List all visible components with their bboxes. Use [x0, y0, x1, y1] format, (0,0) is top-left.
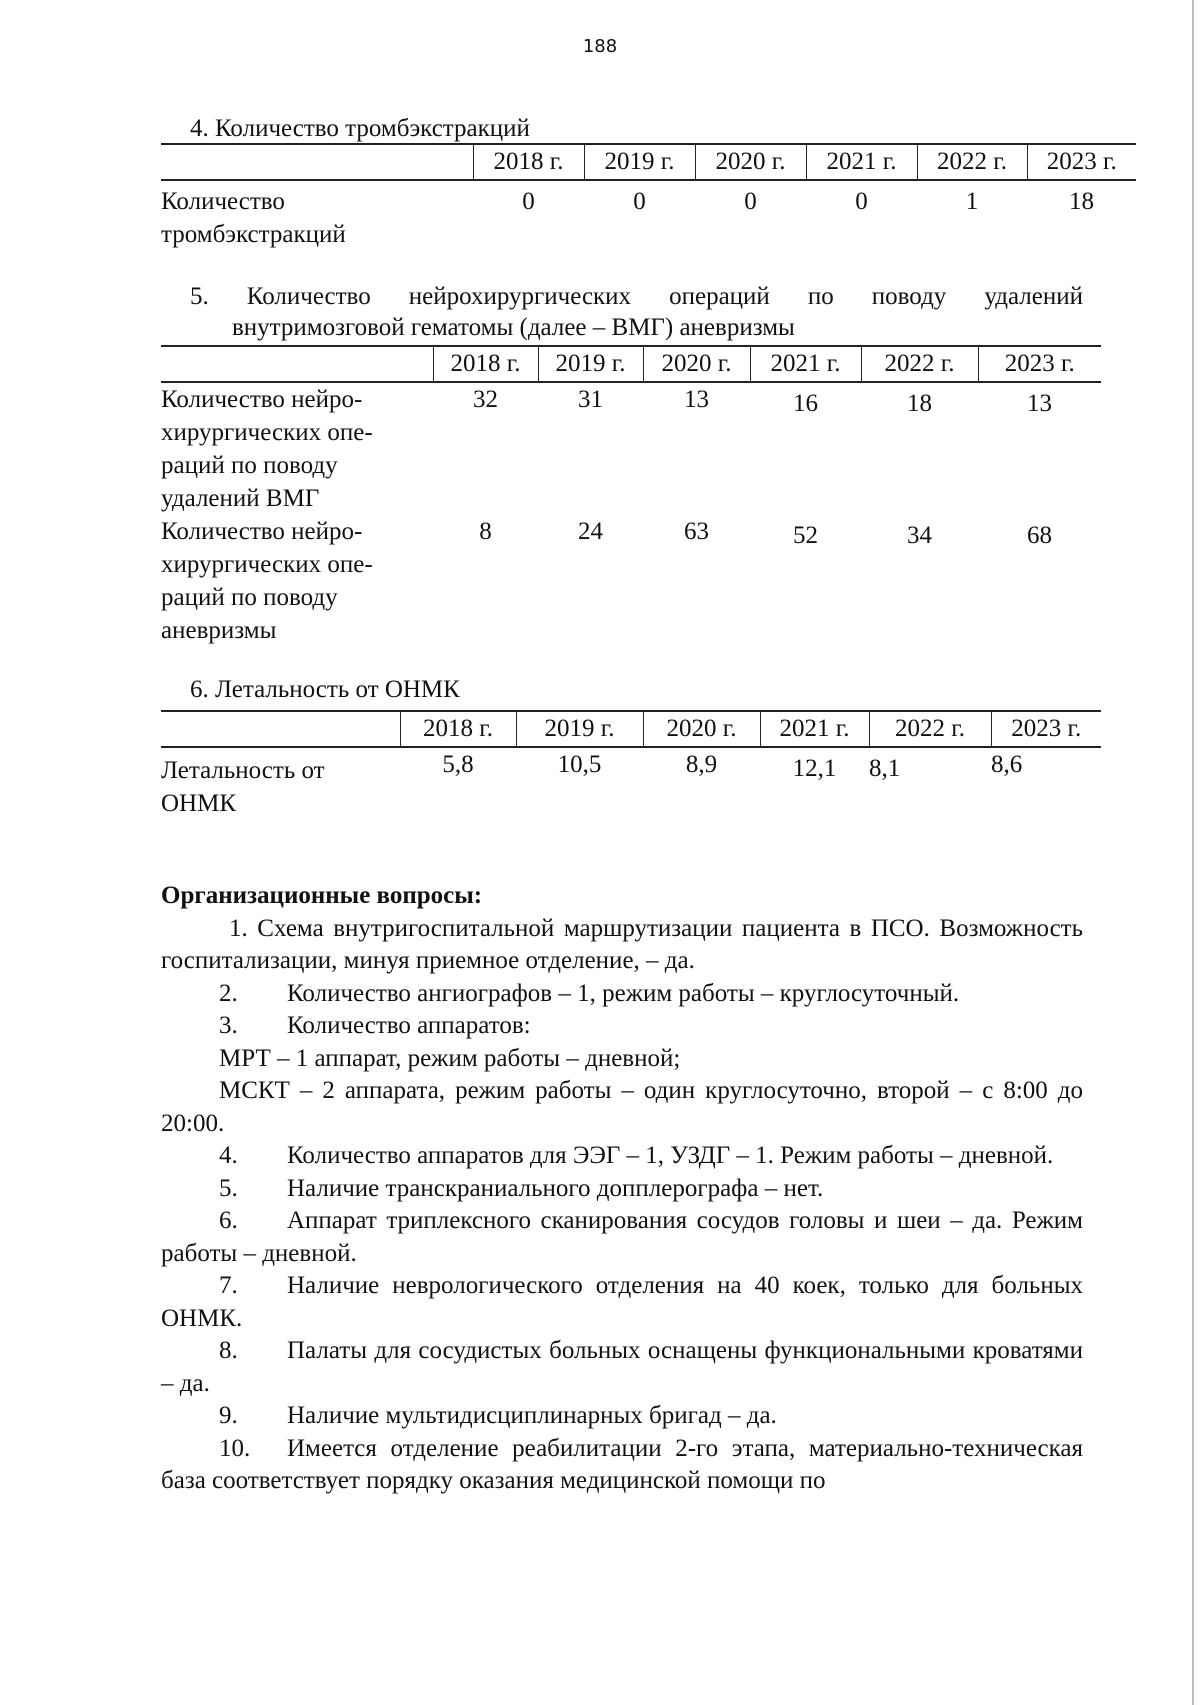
org-item-9: 9. Наличие мультидисциплинарных бригад – да. — [219, 1402, 777, 1429]
section-5-title-line2: внутримозговой гематомы (далее – ВМГ) аневризмы — [232, 314, 795, 341]
cell: 8,6 — [991, 751, 1023, 778]
header-cell: 2021 г. — [806, 144, 917, 180]
cell: 1 — [965, 188, 979, 215]
header-cell: 2022 г. — [861, 346, 978, 382]
header-cell: 2020 г. — [695, 144, 806, 180]
cell: 12,1 — [792, 755, 837, 782]
cell: 13 — [1027, 390, 1052, 417]
cell: 18 — [1069, 188, 1094, 215]
row-label: Летальность от ОНМК — [161, 757, 325, 817]
cell: 32 — [473, 386, 498, 413]
header-cell: 2022 г. — [917, 144, 1027, 180]
org-item-8: 8. Палаты для сосудистых больных оснащены функциональными кроватями – да. — [161, 1337, 1083, 1397]
cell: 31 — [578, 386, 603, 413]
header-cell: 2021 г. — [750, 346, 861, 382]
org-item-mrt: МРТ – 1 аппарат, режим работы – дневной; — [219, 1044, 681, 1072]
header-cell: 2019 г. — [538, 346, 643, 382]
cell: 18 — [907, 390, 932, 417]
cell: 0 — [522, 188, 535, 215]
cell: 52 — [793, 522, 818, 549]
header-cell: 2023 г. — [978, 346, 1101, 382]
org-heading: Организационные вопросы: — [161, 882, 483, 909]
org-item-2: 2. Количество ангиографов – 1, режим работы – круглосуточный. — [219, 979, 960, 1007]
row-label: Количество нейро-хирургических опе-раций по поводу аневризмы — [161, 518, 373, 644]
row-label: Количество тромбэкстракций — [161, 188, 346, 248]
cell: 0 — [855, 188, 868, 215]
org-item-3: 3. Количество аппаратов: — [219, 1012, 531, 1039]
cell: 10,5 — [557, 751, 602, 778]
header-cell: 2021 г. — [760, 711, 869, 747]
header-cell: 2018 г. — [433, 346, 538, 382]
cell: 5,8 — [442, 751, 474, 778]
cell: 8,1 — [869, 755, 901, 782]
cell: 13 — [684, 386, 709, 413]
table-row — [161, 382, 1101, 515]
header-cell: 2020 г. — [643, 346, 750, 382]
neurosurgery-table — [161, 345, 1101, 647]
table-header-row — [161, 346, 1101, 382]
header-cell: 2019 г. — [516, 711, 643, 747]
table-header-row — [161, 144, 1136, 180]
cell: 8,9 — [685, 751, 718, 778]
cell: 8 — [479, 518, 492, 545]
table-row — [161, 747, 1101, 820]
org-item-7: 7. Наличие неврологического отделения на 40 коек, только для больных ОНМК. — [161, 1272, 1083, 1332]
table-row — [161, 515, 1101, 647]
row-label: Количество нейро-хирургических опе-раций по поводу удалений ВМГ — [161, 386, 373, 512]
cell: 24 — [578, 518, 603, 545]
cell: 68 — [1027, 522, 1052, 549]
cell: 16 — [793, 390, 818, 417]
header-cell: 2019 г. — [584, 144, 695, 180]
cell: 0 — [633, 188, 646, 215]
section-5-title-line1: 5. Количество нейрохирургических операций по поводу удалений — [190, 283, 1083, 310]
org-item-5: 5. Наличие транскраниального допплерографа – нет. — [219, 1174, 824, 1202]
header-cell: 2018 г. — [400, 711, 516, 747]
cell: 34 — [907, 522, 932, 549]
header-cell: 2023 г. — [991, 711, 1101, 747]
thrombectomy-table — [161, 143, 1136, 251]
table-row — [161, 180, 1136, 251]
table-header-row — [161, 711, 1101, 747]
header-cell: 2023 г. — [1027, 144, 1136, 180]
org-item-6: 6. Аппарат триплексного сканирования сосудов головы и шеи – да. Режим работы – дневной. — [161, 1207, 1083, 1267]
org-item-1: 1. Схема внутригоспитальной маршрутизации пациента в ПСО. Возможность госпитализации, минуя приемное отделение, – да. — [161, 914, 1083, 974]
org-section — [161, 880, 1083, 1498]
header-cell: 2018 г. — [473, 144, 584, 180]
page-number: 188 — [582, 36, 618, 57]
cell: 63 — [684, 518, 709, 545]
scan-edge — [1192, 0, 1194, 1705]
org-item-10: 10. Имеется отделение реабилитации 2-го этапа, материально-техническая база соответствует порядку оказания медицинской помощи по — [161, 1434, 1083, 1494]
header-cell: 2020 г. — [643, 711, 760, 747]
cell: 0 — [744, 188, 757, 215]
org-item-4: 4. Количество аппаратов для ЭЭГ – 1, УЗДГ – 1. Режим работы – дневной. — [219, 1142, 1054, 1169]
org-item-msct: МСКТ – 2 аппарата, режим работы – один круглосуточно, второй – с 8:00 до 20:00. — [161, 1077, 1083, 1137]
header-cell: 2022 г. — [869, 711, 991, 747]
section-6-title: 6. Летальность от ОНМК — [190, 676, 460, 703]
section-4-title: 4. Количество тромбэкстракций — [190, 115, 530, 142]
mortality-table — [161, 710, 1101, 820]
